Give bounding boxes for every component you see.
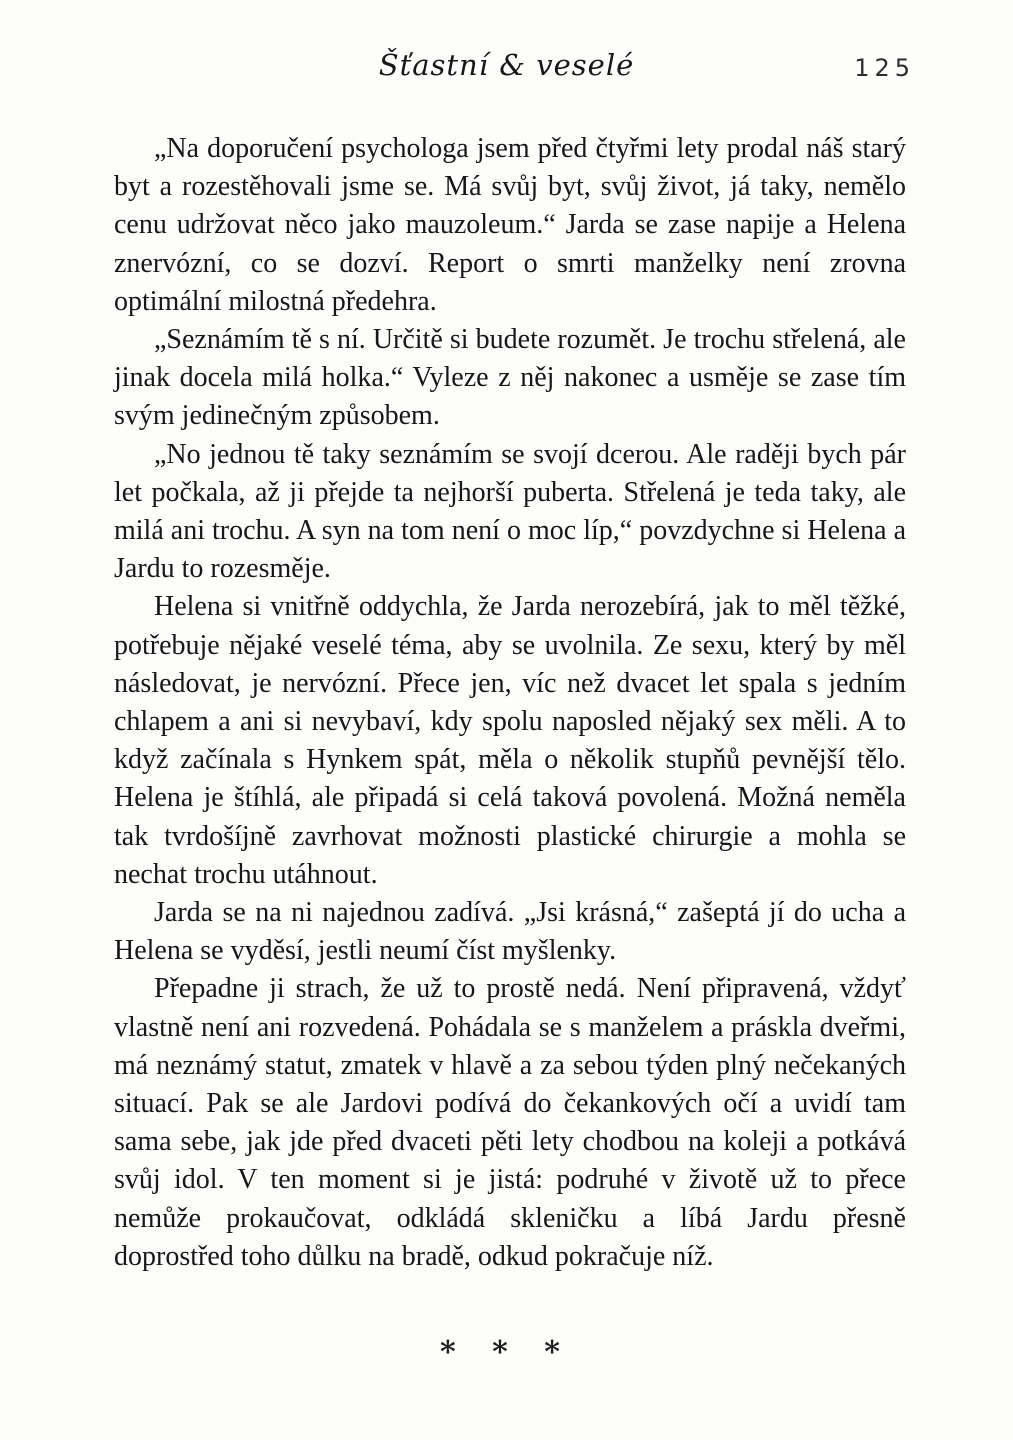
paragraph: „No jednou tě taky seznámím se svojí dcerou. Ale raději bych pár let počkala, až ji přejde ta nejhorší puberta. Střelená je teda taky, ale milá ani trochu. A syn na tom není o moc líp,“ povzdychne si Helena a Jardu to rozesměje. xyxy=(114,438,906,585)
section-separator-ornament: * * * xyxy=(440,1335,573,1370)
paragraph: Jarda se na ni najednou zadívá. „Jsi krásná,“ zašeptá jí do ucha a Helena se vyděsí, jestli neumí číst myšlenky. xyxy=(114,897,906,967)
paragraph: „Seznámím tě s ní. Určitě si budete rozumět. Je trochu střelená, ale jinak docela milá holka.“ Vyleze z něj nakonec a usměje se zase tím svým jedinečným způsobem. xyxy=(114,324,906,432)
paragraph: Přepadne ji strach, že už to prostě nedá. Není připravená, vždyť vlastně není ani rozvedená. Pohádala se s manželem a práskla dveřmi, má neznámý statut, zmatek v hlavě a za sebou týden plný nečekaných situací. Pak se ale Jardovi podívá do čekankových očí a uvidí tam sama sebe, jak jde před dvaceti pěti lety chodbou na koleji a potkává svůj idol. V ten moment si je jistá: podruhé v životě už to přece nemůže prokaučovat, odkládá skleničku a líbá Jardu přesně doprostřed toho důlku na bradě, odkud pokračuje níž. xyxy=(114,973,906,1272)
text-column xyxy=(114,130,906,1276)
running-head xyxy=(0,48,1013,96)
paragraph: Helena si vnitřně oddychla, že Jarda nerozebírá, jak to měl těžké, potřebuje nějaké veselé téma, aby se uvolnila. Ze sexu, který by měl následovat, je nervózní. Přece jen, víc než dvacet let spala s jedním chlapem a ani si nevybaví, kdy spolu naposled nějaký sex měli. A to když začínala s Hynkem spát, měla o několik stupňů pevnější tělo. Helena je štíhlá, ale připadá si celá taková povolená. Možná neměla tak tvrdošíjně zavrhovat možnosti plastické chirurgie a mohla se nechat trochu utáhnout. xyxy=(114,591,906,890)
paragraph: „Na doporučení psychologa jsem před čtyřmi lety prodal náš starý byt a rozestěhovali jsme se. Má svůj byt, svůj život, já taky, nemělo cenu udržovat něco jako mauzoleum.“ Jarda se zase napije a Helena znervózní, co se dozví. Report o smrti manželky není zrovna optimální milostná předehra. xyxy=(114,133,906,317)
chapter-title: Šťastní & veselé xyxy=(378,48,635,82)
page-number: 125 xyxy=(854,54,915,82)
